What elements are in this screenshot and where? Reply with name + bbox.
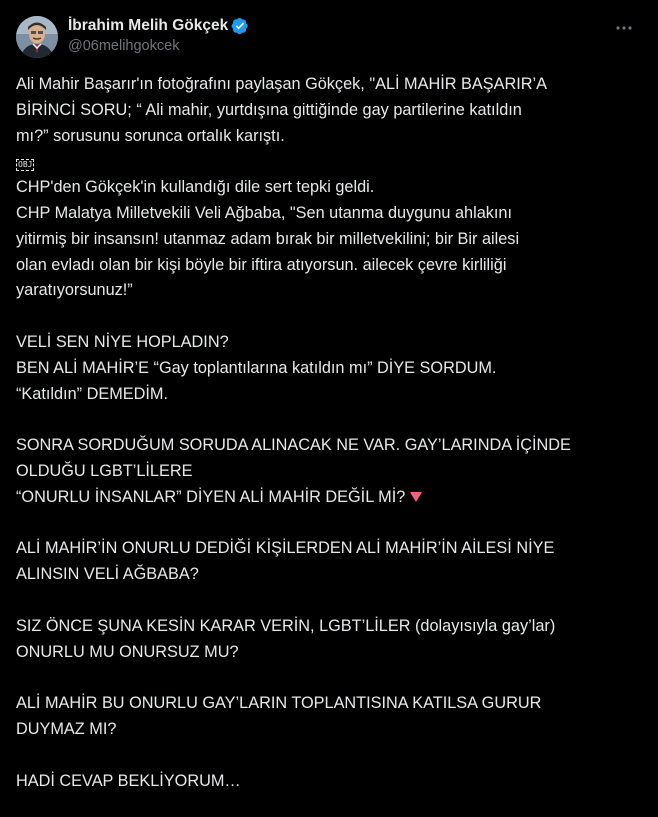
author-avatar[interactable]	[16, 16, 58, 58]
text-line: BEN ALİ MAHİR’E “Gay toplantılarına katıldın mı” DİYE SORDUM.	[16, 358, 497, 377]
author-handle[interactable]: @06melihgokcek	[68, 38, 180, 54]
paragraph-gap	[16, 588, 642, 614]
avatar-image-icon	[16, 16, 58, 58]
text-line: ALİ MAHİR BU ONURLU GAY’LARIN TOPLANTISINA KATILSA GURUR	[16, 694, 542, 713]
object-placeholder-icon: OBJ	[18, 160, 33, 170]
paragraph-5	[16, 536, 642, 588]
text-line: yitirmiş bir insansın! utanmaz adam bırak bir milletvekilini; bir Bir ailesi	[16, 229, 520, 248]
text-line: olan evladı olan bir kişi böyle bir iftira atıyorsun. ailecek çevre kirliliği	[16, 255, 507, 274]
text-line: mı?” sorusunu sorunca ortalık karıştı.	[16, 126, 285, 145]
paragraph-gap	[16, 743, 642, 769]
paragraph-6	[16, 614, 642, 666]
object-placeholder-line	[16, 149, 642, 175]
text-line: SONRA SORDUĞUM SORUDA ALINACAK NE VAR. GAY’LARINDA İÇİNDE	[16, 436, 571, 455]
post-header	[16, 12, 642, 60]
paragraph-4	[16, 433, 642, 510]
small-red-triangle-down-icon	[409, 491, 423, 503]
text-line: CHP Malatya Milletvekili Veli Ağbaba, "Sen utanma duygunu ahlakını	[16, 203, 513, 222]
text-line: VELİ SEN NİYE HOPLADIN?	[16, 332, 229, 351]
paragraph-gap	[16, 407, 642, 433]
text-line: ONURLU MU ONURSUZ MU?	[16, 642, 239, 661]
text-line: “Katıldın” DEMEDİM.	[16, 384, 168, 403]
text-line: BİRİNCİ SORU; “ Ali mahir, yurtdışına gittiğinde gay partilerine katıldın	[16, 100, 522, 119]
author-display-name[interactable]: İbrahim Melih Gökçek	[68, 17, 229, 34]
text-line-with-emoji	[16, 485, 642, 511]
text-line: Ali Mahir Başarır'ın fotoğrafını paylaşan Gökçek, "ALİ MAHİR BAŞARIR’A	[16, 75, 547, 93]
paragraph-gap	[16, 304, 642, 330]
paragraph-2	[16, 175, 642, 304]
text-line: ALİ MAHİR’İN ONURLU DEDİĞİ KİŞİLERDEN ALİ MAHİR’İN AİLESİ NİYE	[16, 539, 555, 558]
post-text	[16, 72, 642, 794]
more-dots-icon	[614, 18, 634, 38]
paragraph-3	[16, 330, 642, 407]
text-line: ALINSIN VELİ AĞBABA?	[16, 565, 199, 584]
paragraph-1	[16, 72, 642, 149]
paragraph-7	[16, 691, 642, 743]
verified-badge-icon[interactable]	[231, 17, 249, 35]
more-options-button[interactable]	[612, 18, 636, 38]
text-line: SIZ ÖNCE ŞUNA KESİN KARAR VERİN, LGBT’LİLER (dolayısıyla gay’lar)	[16, 616, 556, 635]
text-segment: “ONURLU İNSANLAR” DİYEN ALİ MAHİR DEĞİL Mİ?	[16, 487, 406, 506]
paragraph-gap	[16, 665, 642, 691]
text-line: DUYMAZ MI?	[16, 719, 117, 738]
paragraph-gap	[16, 511, 642, 537]
display-name-row	[68, 16, 249, 36]
paragraph-8	[16, 769, 642, 795]
text-line: OLDUĞU LGBT’LİLERE	[16, 461, 193, 480]
author-names	[68, 16, 249, 54]
text-line: yaratıyorsunuz!”	[16, 281, 133, 300]
text-line: HADİ CEVAP BEKLİYORUM…	[16, 771, 241, 790]
text-line: CHP'den Gökçek'in kullandığı dile sert tepki geldi.	[16, 178, 375, 197]
